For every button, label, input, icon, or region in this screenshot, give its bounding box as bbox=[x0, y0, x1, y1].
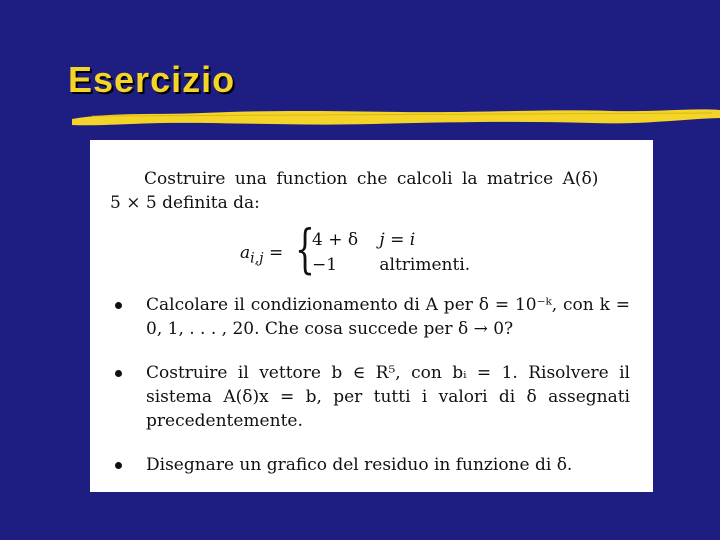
matrix-definition-formula bbox=[240, 220, 540, 280]
exercise-content bbox=[90, 140, 653, 492]
formula-equals: = bbox=[263, 243, 284, 263]
task-item-solve-system: Costruire il vettore b ∈ R⁵, con bᵢ = 1. Risolvere il sistema A(δ)x = b, per tutti i valori di δ assegnati precedentemente. bbox=[110, 361, 630, 433]
task-list bbox=[110, 293, 630, 497]
formula-lhs bbox=[240, 241, 283, 270]
case-1-expression: 4 + δ bbox=[312, 230, 359, 250]
case-1-condition: j = i bbox=[379, 230, 416, 250]
formula-lhs-subscript: i,j bbox=[250, 250, 264, 267]
intro-line-1: Costruire una function che calcoli la matrice A(δ) bbox=[144, 169, 599, 189]
slide-title: Esercizio bbox=[68, 59, 236, 100]
intro-line-2: 5 × 5 definita da: bbox=[110, 193, 260, 213]
case-2-expression: −1 bbox=[312, 255, 338, 275]
formula-case-diagonal bbox=[312, 228, 415, 252]
task-item-residual-plot: Disegnare un grafico del residuo in funzione di δ. bbox=[110, 453, 630, 477]
formula-case-other bbox=[312, 253, 470, 277]
task-item-condition-number: Calcolare il condizionamento di A per δ = 10⁻ᵏ, con k = 0, 1, . . . , 20. Che cosa succede per δ → 0? bbox=[110, 293, 630, 341]
exercise-intro bbox=[110, 167, 610, 215]
title-underline bbox=[72, 103, 720, 133]
formula-brace: { bbox=[295, 220, 315, 280]
formula-lhs-symbol: a bbox=[240, 243, 251, 263]
case-2-condition: altrimenti. bbox=[379, 255, 471, 275]
